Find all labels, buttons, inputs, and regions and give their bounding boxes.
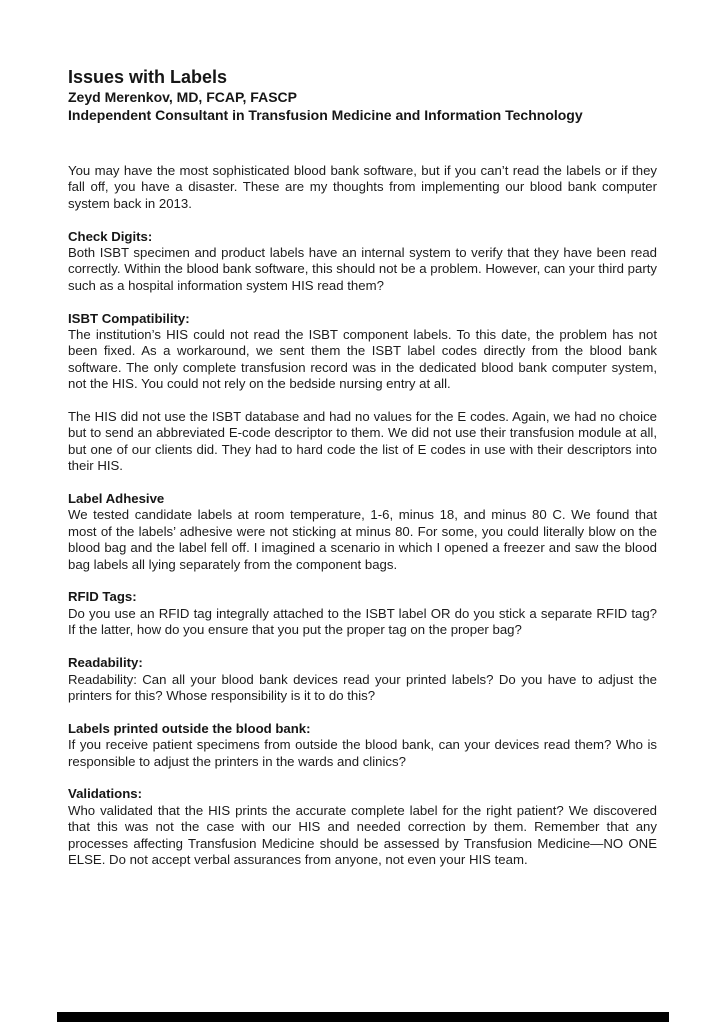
section-heading: Labels printed outside the blood bank: (68, 720, 311, 736)
paragraph: The institution’s HIS could not read the ISBT component labels. To this date, the problem has not been fixed. As a workaround, we sent them the ISBT label codes directly from the blood bank software. The only complete transfusion record was in the dedicated blood bank computer system, not the HIS. You could not rely on the bedside nursing entry at all. (68, 327, 657, 392)
section-isbt-compatibility (68, 311, 657, 475)
section-heading: Readability: (68, 655, 143, 671)
section-heading: Label Adhesive (68, 491, 165, 507)
section-rfid-tags (68, 589, 657, 638)
document-body (68, 163, 657, 868)
section-label-adhesive (68, 491, 657, 573)
section-heading: ISBT Compatibility: (68, 310, 190, 326)
section-heading: Validations: (68, 786, 143, 802)
section-validations (68, 786, 657, 868)
section-heading: Check Digits: (68, 228, 153, 244)
document-header (68, 66, 657, 124)
paragraph: The HIS did not use the ISBT database and had no values for the E codes. Again, we had no choice but to send an abbreviated E-code descriptor to them. We did not use their transfusion module at all, but one of our clients did. They had to hard code the list of E codes in use with their descriptors into their HIS. (68, 409, 657, 474)
page-title: Issues with Labels (68, 67, 228, 87)
paragraph: Readability: Can all your blood bank devices read your printed labels? Do you have to adjust the printers for this? Whose responsibility is it to do this? (68, 671, 657, 703)
paragraph: We tested candidate labels at room temperature, 1-6, minus 18, and minus 80 C. We found that most of the labels’ adhesive were not sticking at minus 80. For some, you could literally blow on the blood bag and the label fell off. I imagined a scenario in which I opened a freezer and saw the blood bag labels all lying separately from the component bags. (68, 507, 657, 572)
scan-artifact-bar (57, 1012, 669, 1022)
paragraph: You may have the most sophisticated blood bank software, but if you can’t read the labels or if they fall off, you have a disaster. These are my thoughts from implementing our blood bank computer system back in 2013. (68, 163, 657, 211)
author-line: Zeyd Merenkov, MD, FCAP, FASCP (68, 89, 297, 105)
section-readability (68, 655, 657, 704)
paragraph: If you receive patient specimens from outside the blood bank, can your devices read them? Who is responsible to adjust the printers in the wards and clinics? (68, 737, 657, 769)
section-intro (68, 163, 657, 212)
paragraph: Both ISBT specimen and product labels have an internal system to verify that they have been read correctly. Within the blood bank software, this should not be a problem. However, can your third party such as a hospital information system HIS read them? (68, 245, 657, 293)
paragraph: Do you use an RFID tag integrally attached to the ISBT label OR do you stick a separate RFID tag? If the latter, how do you ensure that you put the proper tag on the proper bag? (68, 605, 657, 638)
subtitle-line: Independent Consultant in Transfusion Medicine and Information Technology (68, 106, 583, 123)
section-labels-outside (68, 721, 657, 770)
section-heading: RFID Tags: (68, 589, 137, 605)
paragraph: Who validated that the HIS prints the accurate complete label for the right patient? We discovered that this was not the case with our HIS and needed correction by them. Remember that any processes affecting Transfusion Medicine should be assessed by Transfusion Medicine—NO ONE ELSE. Do not accept verbal assurances from anyone, not even your HIS team. (68, 802, 657, 867)
section-check-digits (68, 229, 657, 295)
